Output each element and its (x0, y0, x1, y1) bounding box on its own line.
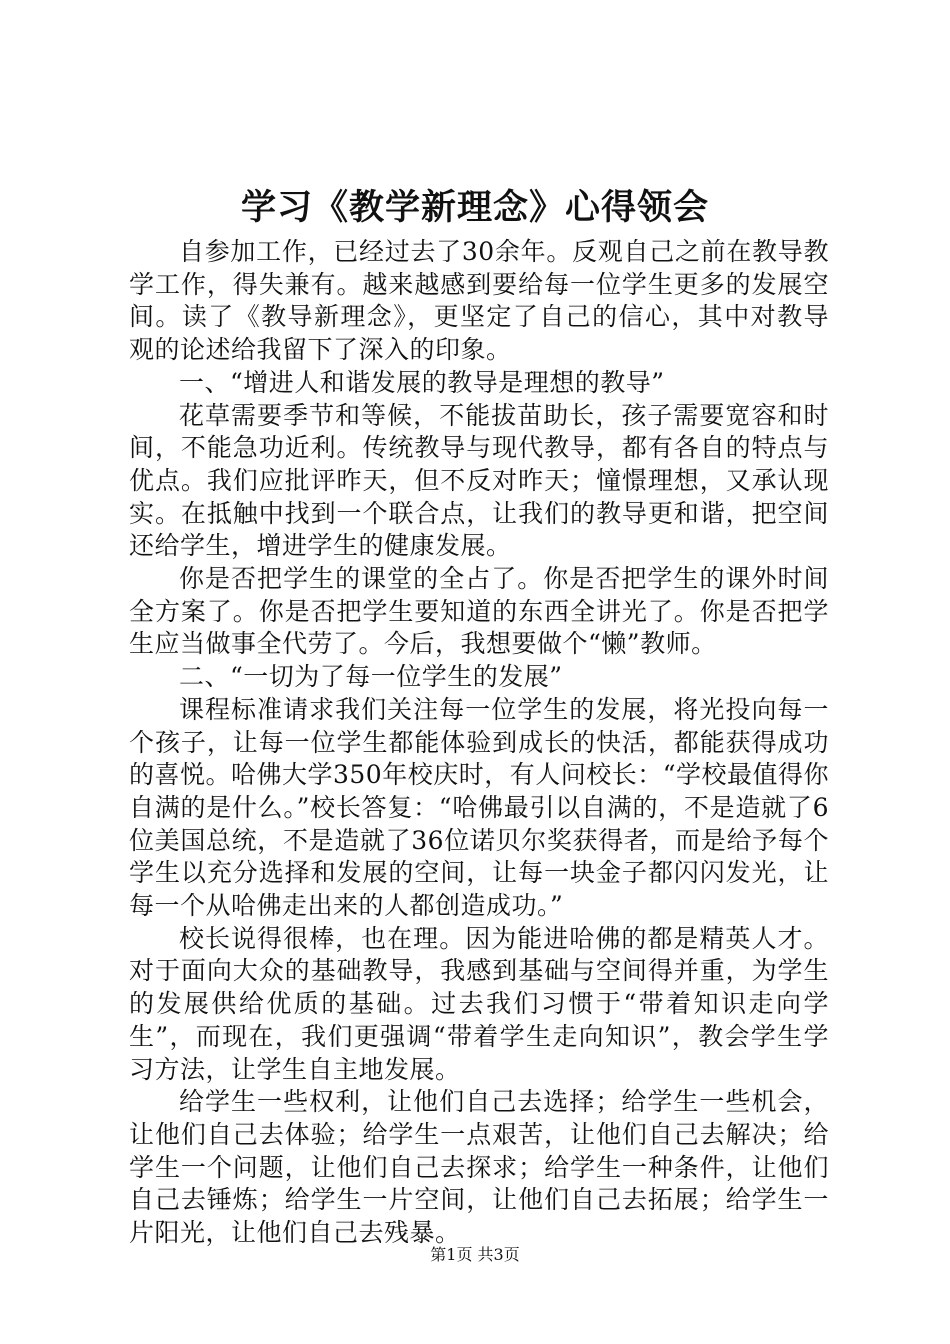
section-heading-1: 一、“增进人和谐发展的教导是理想的教导” (179, 367, 665, 397)
document-body (129, 236, 829, 1250)
paragraph-principal: 校长说得很棒，也在理。因为能进哈佛的都是精英人才。对于面向大众的基础教导，我感到基础与空间得并重，为学生的发展供给优质的基础。过去我们习惯于“带着知识走向学生”，而现在，我们更强调“带着学生走向知识”，教会学生学习方法，让学生自主地发展。 (129, 923, 829, 1084)
section-heading-2: 二、“一切为了每一位学生的发展” (179, 662, 563, 692)
paragraph-intro: 自参加工作，已经过去了30余年。反观自己之前在教导教学工作，得失兼有。越来越感到要给每一位学生更多的发展空间。读了《教导新理念》，更坚定了自己的信心，其中对教导观的论述给我留下了深入的印象。 (129, 237, 829, 365)
paragraph-harvard: 课程标准请求我们关注每一位学生的发展，将光投向每一个孩子，让每一位学生都能体验到成长的快活，都能获得成功的喜悦。哈佛大学350年校庆时，有人问校长：“学校最值得你自满的是什么。”校长答复：“哈佛最引以自满的，不是造就了6位美国总统，不是造就了36位诺贝尔奖获得者，而是给予每个学生以充分选择和发展的空间，让每一块金子都闪闪发光，让每一个从哈佛走出来的人都创造成功。” (129, 694, 830, 921)
paragraph-questions: 你是否把学生的课堂的全占了。你是否把学生的课外时间全方案了。你是否把学生要知道的东西全讲光了。你是否把学生应当做事全代劳了。今后，我想要做个“懒”教师。 (129, 564, 829, 659)
paragraph-harmony: 花草需要季节和等候，不能拔苗助长，孩子需要宽容和时间，不能急功近利。传统教导与现代教导，都有各自的特点与优点。我们应批评昨天，但不反对昨天；憧憬理想，又承认现实。在抵触中找到一个联合点，让我们的教导更和谐，把空间还给学生，增进学生的健康发展。 (129, 400, 829, 561)
page-title: 学习《教学新理念》心得领会 (240, 187, 709, 228)
paragraph-give-students: 给学生一些权利，让他们自己去选择；给学生一些机会，让他们自己去体验；给学生一点艰苦，让他们自己去解决；给学生一个问题，让他们自己去探求；给学生一种条件，让他们自己去锤炼；给学生一片空间，让他们自己去拓展；给学生一片阳光，让他们自己去残暴。 (129, 1087, 829, 1248)
page-footer: 第1页 共3页 (430, 1245, 520, 1264)
